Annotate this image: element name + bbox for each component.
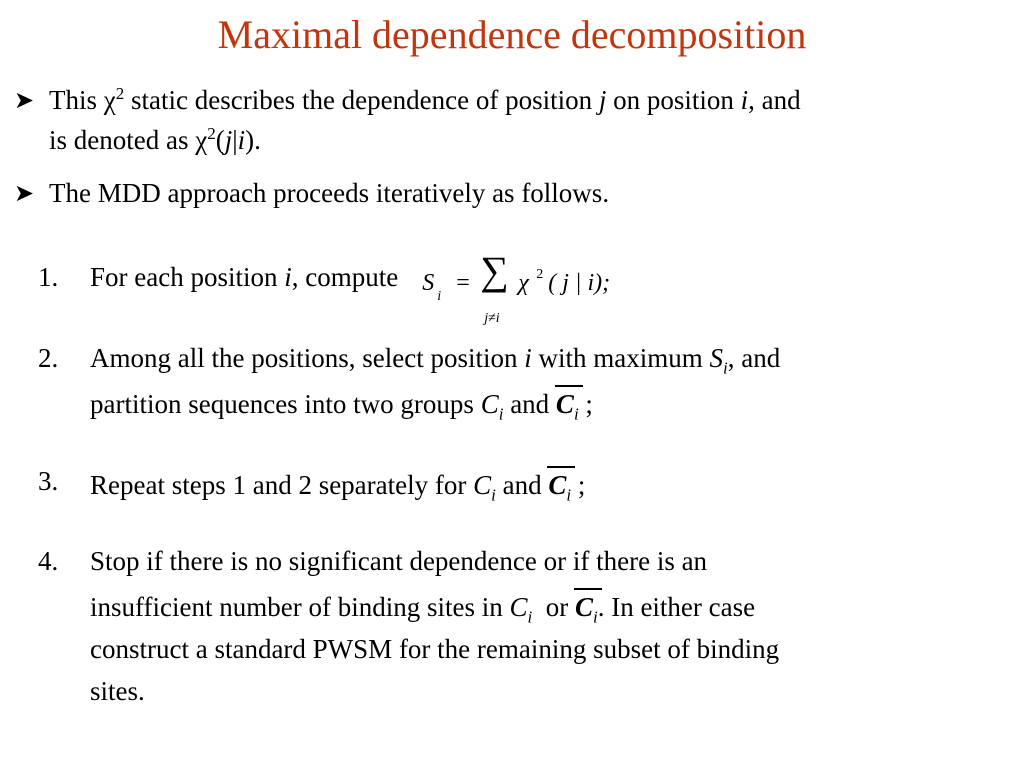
bullet-text: The MDD approach proceeds iteratively as follows. [49, 178, 610, 208]
formula-args: ( j | i); [548, 270, 611, 296]
paren-close: ). [245, 125, 261, 155]
formula-S-sub: i [437, 289, 442, 304]
c-bar-complement [548, 460, 571, 506]
var-Cbar: C [555, 389, 574, 419]
c-bar-complement [556, 379, 579, 425]
formula-equals: = [456, 270, 470, 296]
step-4 [38, 540, 988, 712]
bullet-text-prefix: This [49, 85, 104, 115]
var-C: C [509, 592, 528, 622]
step-text-mid: with maximum [531, 343, 710, 373]
var-Cbar-sub: i [566, 485, 572, 505]
var-i: i [524, 343, 532, 373]
step-text-suffix: , compute [291, 262, 399, 292]
and-text: and [495, 470, 549, 500]
step-number: 3. [38, 466, 59, 496]
paren-open: ( [215, 125, 225, 155]
var-S-sub: i [722, 358, 728, 378]
chi-symbol: χ [103, 85, 116, 115]
step-line2-end: . In either case [597, 592, 756, 622]
step-2 [38, 337, 988, 425]
var-C: C [473, 470, 492, 500]
step-end: ; [578, 389, 593, 419]
step-end: ; [571, 470, 586, 500]
step-text-prefix: Repeat steps 1 and 2 separately for [90, 470, 474, 500]
step-text-prefix: For each position [90, 262, 285, 292]
step-line1: Stop if there is no significant dependence or if there is an [90, 546, 708, 576]
step-line4: sites. [90, 676, 145, 706]
sum-formula [418, 248, 648, 326]
var-S: S [709, 343, 723, 373]
bullet-mdd-approach [14, 173, 1014, 213]
var-i: i [740, 85, 749, 115]
var-Cbar: C [574, 592, 593, 622]
var-j: j [598, 85, 607, 115]
bullet-line2-prefix: is denoted as [49, 125, 196, 155]
var-Cbar: C [548, 470, 567, 500]
bullet-chi-square-description [14, 80, 1014, 160]
step-number: 2. [38, 343, 59, 373]
formula-chi-sup: 2 [536, 267, 544, 282]
step-text-prefix: Among all the positions, select position [90, 343, 525, 373]
formula-S: S [422, 270, 435, 296]
step-1 [38, 248, 988, 326]
var-C-sub: i [491, 485, 496, 505]
or-text: or [532, 592, 575, 622]
var-i: i [284, 262, 292, 292]
var-i-2: i [237, 125, 246, 155]
bullet-text-on-position: on position [606, 85, 741, 115]
step-line3: construct a standard PWSM for the remaining subset of binding [90, 634, 780, 664]
arrow-bullet-icon: ➤ [14, 88, 35, 114]
formula-sum-sub: j≠i [484, 311, 500, 326]
var-Cbar-sub: i [573, 404, 579, 424]
step-line2-prefix: partition sequences into two groups [90, 389, 481, 419]
step-number: 4. [38, 546, 59, 576]
chi-superscript-2: 2 [207, 124, 216, 143]
formula-sum: ∑ [480, 248, 509, 293]
and-text: and [503, 389, 556, 419]
arrow-bullet-icon: ➤ [14, 181, 35, 207]
var-C: C [480, 389, 499, 419]
var-C-sub: i [498, 404, 504, 424]
step-3 [38, 460, 988, 506]
chi-symbol-2: χ [195, 125, 208, 155]
var-j-2: j [224, 125, 233, 155]
slide-title: Maximal dependence decomposition [217, 12, 807, 57]
formula-chi: χ [518, 270, 529, 296]
var-Cbar-sub: i [592, 607, 598, 627]
chi-superscript: 2 [115, 84, 125, 103]
var-C-sub: i [527, 607, 533, 627]
step-text-end: , and [727, 343, 781, 373]
bullet-text-end: , and [748, 85, 801, 115]
c-bar-complement [575, 582, 598, 628]
step-number: 1. [38, 262, 59, 292]
step-line2-prefix: insufficient number of binding sites in [90, 592, 510, 622]
bar-symbol: | [232, 125, 238, 155]
bullet-text-mid: static describes the dependence of position [124, 85, 599, 115]
